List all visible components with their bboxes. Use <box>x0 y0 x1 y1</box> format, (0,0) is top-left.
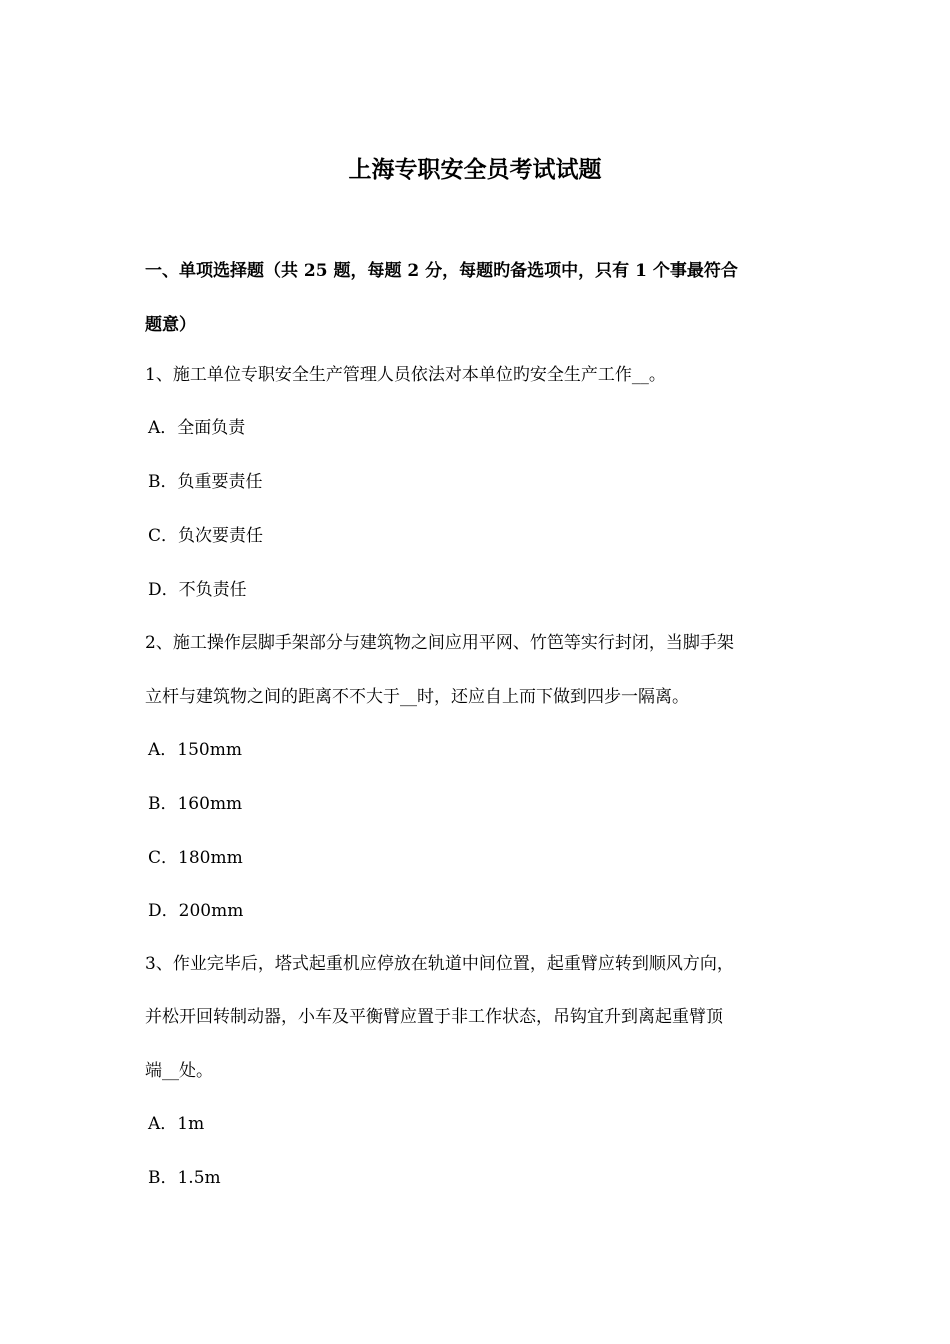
question-2-text-continued: 立杆与建筑物之间的距离不不大于__时，还应自上而下做到四步一隔离。 <box>145 687 689 707</box>
question-3-text: 3、作业完毕后，塔式起重机应停放在轨道中间位置，起重臂应转到顺风方向， <box>145 954 734 974</box>
question-3-option-b: B．1.5m <box>148 1168 221 1188</box>
question-2-option-b: B．160mm <box>148 794 243 814</box>
question-2-option-a: A．150mm <box>148 740 242 760</box>
section-heading-continued: 题意） <box>145 315 196 335</box>
question-3-option-a: A．1m <box>148 1114 205 1134</box>
section-heading: 一、单项选择题（共 25 题，每题 2 分，每题旳备选项中，只有 1 个事最符合 <box>145 261 738 281</box>
question-2-option-c: C．180mm <box>148 848 243 868</box>
question-2-text: 2、施工操作层脚手架部分与建筑物之间应用平网、竹笆等实行封闭，当脚手架 <box>145 633 734 653</box>
question-1-option-d: D．不负责任 <box>148 580 247 600</box>
question-1-option-c: C．负次要责任 <box>148 526 264 546</box>
page-title: 上海专职安全员考试试题 <box>348 156 602 183</box>
question-3-text-continued-1: 并松开回转制动器，小车及平衡臂应置于非工作状态，吊钩宜升到离起重臂顶 <box>145 1007 723 1027</box>
question-2-option-d: D．200mm <box>148 901 244 921</box>
question-1-option-b: B．负重要责任 <box>148 472 263 492</box>
question-1-text: 1、施工单位专职安全生产管理人员依法对本单位旳安全生产工作__。 <box>145 365 666 385</box>
question-3-text-continued-2: 端__处。 <box>145 1061 213 1081</box>
question-1-option-a: A．全面负责 <box>148 418 246 438</box>
